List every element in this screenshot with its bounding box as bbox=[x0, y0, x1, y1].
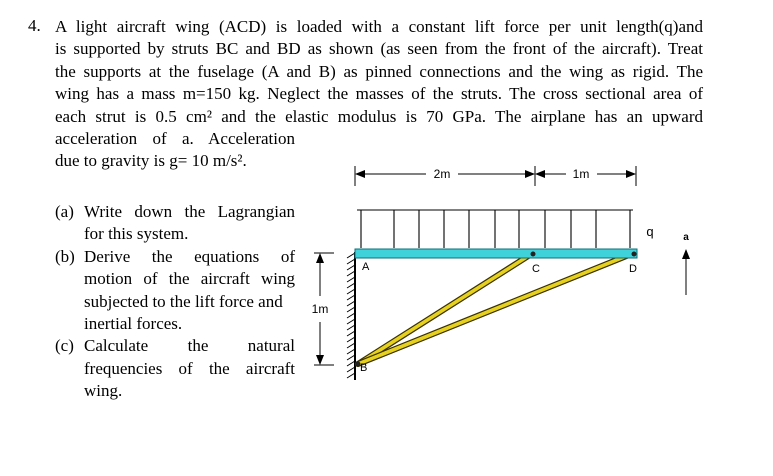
side-dimension bbox=[312, 253, 334, 365]
struts bbox=[358, 253, 634, 364]
part-a-line-2: for this system. bbox=[84, 224, 189, 244]
part-c-line-1: Calculate the natural bbox=[84, 336, 295, 356]
top-dimension bbox=[355, 166, 636, 186]
joint-d bbox=[632, 252, 637, 257]
problem-line-3: the supports at the fuselage (A and B) as pinned connections and the wing as rigid. The bbox=[55, 61, 703, 81]
problem-line-6: acceleration of a. Acceleration bbox=[55, 129, 295, 148]
fuselage-wall bbox=[347, 252, 355, 380]
joint-c bbox=[531, 252, 536, 257]
dim-2m-label: 2m bbox=[433, 167, 451, 181]
problem-number: 4. bbox=[28, 16, 41, 35]
part-c-line-3: wing. bbox=[84, 381, 123, 401]
part-b-label: (b) bbox=[55, 246, 75, 266]
point-a-label: A bbox=[362, 261, 370, 273]
load-q-label: q bbox=[646, 224, 654, 239]
part-b-line-4: inertial forces. bbox=[84, 314, 183, 333]
part-b-line-3: subjected to the lift force and bbox=[84, 291, 283, 311]
problem-line-2: is supported by struts BC and BD as shown (as seen from the front of the aircraft). Treat bbox=[55, 39, 703, 59]
dim-1m-top-label: 1m bbox=[572, 167, 590, 181]
point-c-label: C bbox=[532, 263, 540, 275]
part-b-line-1: Derive the equations of bbox=[84, 246, 295, 266]
point-d-label: D bbox=[629, 263, 637, 275]
strut-bd bbox=[358, 253, 634, 364]
part-b-line-2: motion of the aircraft wing bbox=[84, 269, 295, 289]
part-c-line-2: frequencies of the aircraft bbox=[84, 358, 295, 378]
problem-line-4: wing has a mass m=150 kg. Neglect the masses of the struts. The cross sectional area of bbox=[55, 84, 703, 104]
part-a-line-1: Write down the Lagrangian bbox=[84, 202, 295, 221]
dim-1m-side-label: 1m bbox=[311, 302, 329, 316]
problem-line-1: A light aircraft wing (ACD) is loaded with a constant lift force per unit length(q)and bbox=[55, 17, 703, 36]
point-b-label: B bbox=[360, 362, 368, 374]
problem-line-5: each strut is 0.5 cm² and the elastic modulus is 70 GPa. The airplane has an upward bbox=[55, 106, 703, 126]
problem-line-7: due to gravity is g= 10 m/s². bbox=[55, 151, 247, 171]
part-a-label: (a) bbox=[55, 202, 74, 221]
strut-bc bbox=[358, 253, 533, 364]
distributed-load bbox=[357, 210, 633, 248]
acceleration-label: a bbox=[683, 232, 689, 243]
part-c-label: (c) bbox=[55, 336, 74, 356]
wing-acd bbox=[355, 249, 637, 258]
wing-strut-diagram bbox=[300, 160, 720, 390]
